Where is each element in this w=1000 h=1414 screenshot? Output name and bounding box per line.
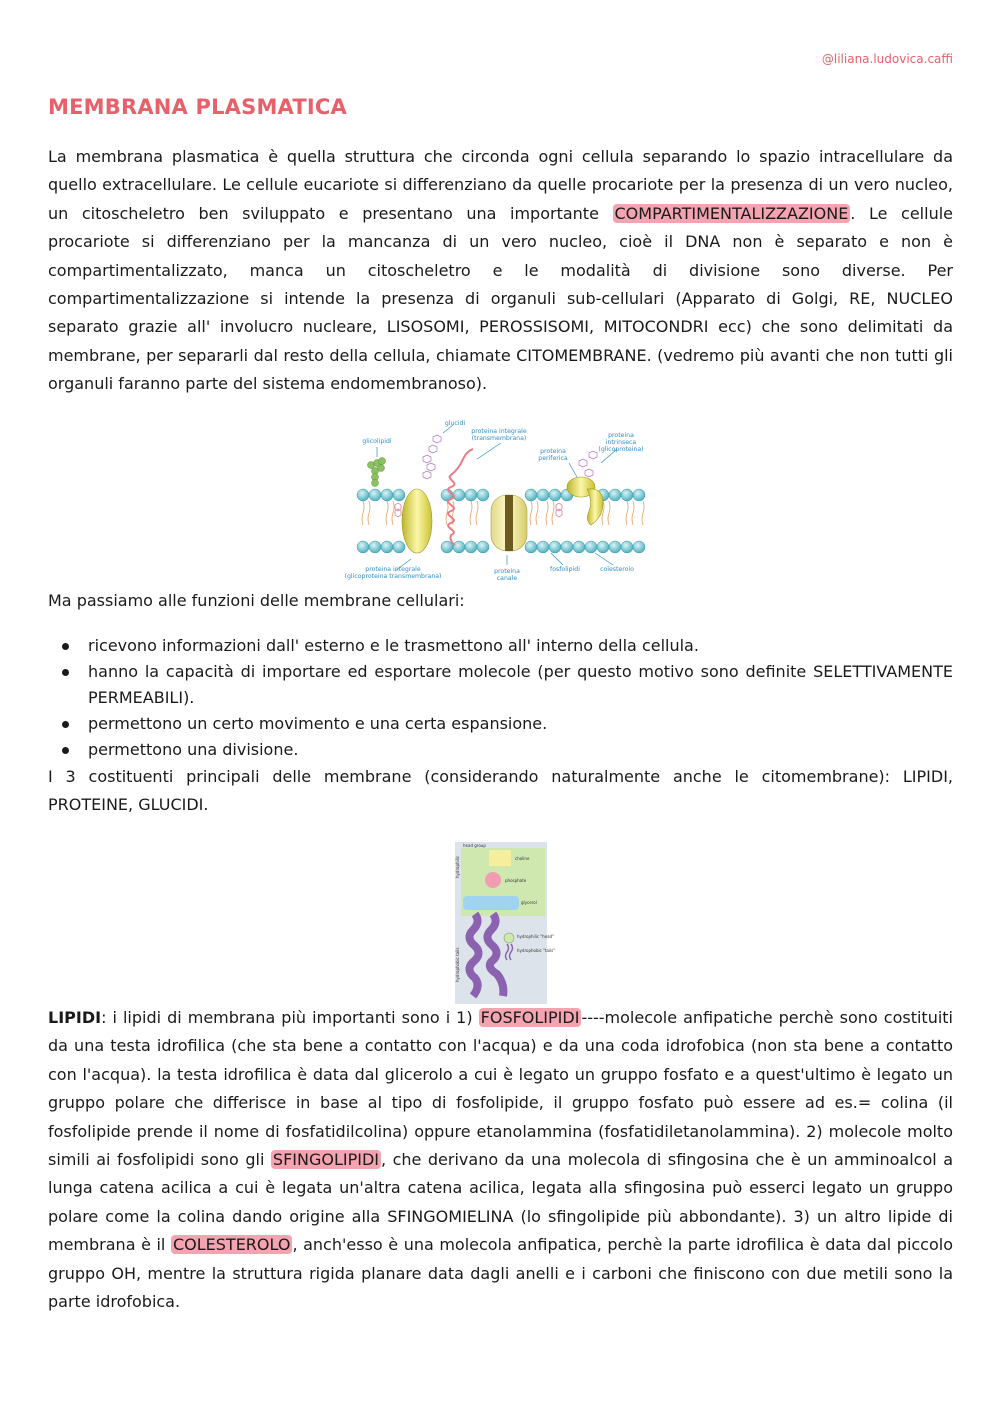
author-handle: @liliana.ludovica.caffi	[821, 52, 953, 66]
lipidi-paragraph: LIPIDI: i lipidi di membrana più importanti sono i 1) FOSFOLIPIDI ----molecole anfipatiche perchè sono costituiti da una testa idrofilica (che sta bene a contatto con l'acqua) e da una coda idrofobica (non sta bene a contatto con l'acqua). la testa idrofilica è data dal glicerolo a cui è legato un gruppo fosfato e a quest'ultimo è legato un gruppo polare che differisce in base al tipo di fosfolipide, il gruppo fosfato può essere ad es.= colina (il fosfolipide prende il nome di fosfatidilcolina) oppure etanolammina (fosfatidiletanolammina). 2) molecole molto simili ai fosfolipidi sono gli SFINGOLIPIDI , che derivano da una molecola di sfingosina che è un amminoalcol a lunga catena acilica a cui è legata un'altra catena acilica, legata alla sfingosina può esserci legato un gruppo polare come la colina dando origine alla SFINGOMIELINA (lo sfingolipide più abbondante). 3) un altro lipide di membrana è il COLESTEROLO , anch'esso è una molecola anfipatica, perchè la parte idrofilica è data dal piccolo gruppo OH, mentre la struttura rigida planare data dagli anelli e i carboni che finiscono con due metili sono la parte idrofobica.	[48, 1007, 954, 1311]
label-proteina-periferica-2: periferica	[537, 454, 568, 462]
label-hydrophobic-tails: hydrophobic tails	[454, 947, 460, 982]
label-phosphate: phosphate	[504, 877, 526, 883]
label-proteina-integrale-1: proteina integrale	[470, 427, 527, 435]
label-proteina-periferica-1: proteina	[539, 447, 566, 455]
label-glicolipidi: glicolipidi	[361, 437, 392, 445]
label-proteina-intrinseca-2: intrinseca	[605, 438, 636, 446]
phospholipid-diagram	[454, 842, 555, 1004]
label-proteina-canale-2: canale	[496, 574, 517, 582]
highlight-colesterolo: COLESTEROLO	[172, 1235, 291, 1255]
label-glycerol: glycerol	[520, 899, 537, 905]
glycerol-icon	[463, 896, 519, 910]
intro-text-a: La membrana plasmatica è quella struttura che circonda ogni cellula separando lo spazio intracellulare da quello extracellulare. Le cellule eucariote si differenziano da quelle procariote per la presenza di un vero nucleo, un citoscheletro ben sviluppato e presentano una importante	[48, 147, 953, 223]
label-proteina-integrale-2b: (glicoproteina transmembrana)	[344, 572, 441, 580]
label-proteina-integrale-2: proteina integrale	[364, 565, 421, 573]
bullet-icon	[62, 721, 69, 728]
list-item: permettono un certo movimento e una certa espansione.	[48, 711, 953, 737]
list-item: ricevono informazioni dall' esterno e le trasmettono all' interno della cellula.	[48, 633, 953, 659]
channel-protein-icon	[491, 495, 527, 551]
label-hydrophilic: hydrophilic	[454, 855, 460, 878]
phosphate-icon	[485, 872, 501, 888]
lipidi-term: LIPIDI	[48, 1007, 102, 1027]
glucidi-icon	[423, 435, 441, 479]
intrinsic-protein-icon	[587, 488, 603, 524]
glycolipid-icon	[367, 457, 385, 486]
choline-icon	[489, 850, 511, 866]
label-head-group: head group	[462, 842, 486, 848]
mini-head-icon	[504, 933, 514, 943]
bullet-icon	[62, 669, 69, 676]
label-hydrophobic-tails-2: hydrophobic "tails"	[516, 947, 555, 953]
constituents-paragraph: I 3 costituenti principali delle membrane (considerando naturalmente anche le citomembrane): LIPIDI, PROTEINE, GLUCIDI.	[48, 767, 953, 815]
membrane-diagram	[344, 419, 651, 587]
bullet-icon	[62, 747, 69, 754]
label-choline: choline	[514, 855, 529, 861]
label-proteina-integrale-1b: (transmembrana)	[471, 434, 526, 442]
label-colesterolo: colesterolo	[599, 565, 634, 573]
label-proteina-intrinseca-1: proteina	[607, 431, 634, 439]
glycoprotein-sugar-icon	[579, 451, 597, 477]
integral-protein-icon	[402, 489, 432, 553]
label-fosfolipidi: fosfolipidi	[549, 565, 580, 573]
label-proteina-intrinseca-3: (glicoproteina)	[597, 445, 644, 453]
label-proteina-canale-1: proteina	[493, 567, 520, 575]
list-item: permettono una divisione.	[48, 737, 953, 763]
highlight-fosfolipidi: FOSFOLIPIDI	[480, 1007, 580, 1027]
highlight-compartimentalizzazione: COMPARTIMENTALIZZAZIONE	[614, 203, 849, 223]
label-hydrophilic-head: hydrophilic "head"	[516, 933, 554, 939]
page-title: MEMBRANA PLASMATICA	[48, 95, 347, 119]
functions-list	[48, 633, 953, 763]
page-content	[48, 95, 953, 1316]
label-glucidi: glucidi	[444, 419, 465, 427]
intro-text-b: . Le cellule procariote si differenziano per la mancanza di un vero nucleo, cioè il DNA non è separato e non è compartimentalizzato, manca un citoscheletro e le modalità di divisione sono diverse. Per compartimentalizzazione si intende la presenza di organuli sub-cellulari (Apparato di Golgi, RE, NUCLEO separato grazie all' involucro nucleare, LISOSOMI, PEROSSISOMI, MITOCONDRI ecc) che sono delimitati da membrane, per separarli dal resto della cellula, chiamate CITOMEMBRANE. (vedremo più avanti che non tutti gli organuli faranno parte del sistema endomembranoso).	[48, 203, 953, 394]
intro-paragraph	[48, 143, 953, 399]
functions-intro: Ma passiamo alle funzioni delle membrane cellulari:	[48, 590, 465, 610]
bullet-icon	[62, 643, 69, 650]
highlight-sfingolipidi: SFINGOLIPIDI	[272, 1149, 379, 1169]
list-item: hanno la capacità di importare ed esportare molecole (per questo motivo sono definite SELETTIVAMENTE PERMEABILI).	[48, 659, 953, 711]
